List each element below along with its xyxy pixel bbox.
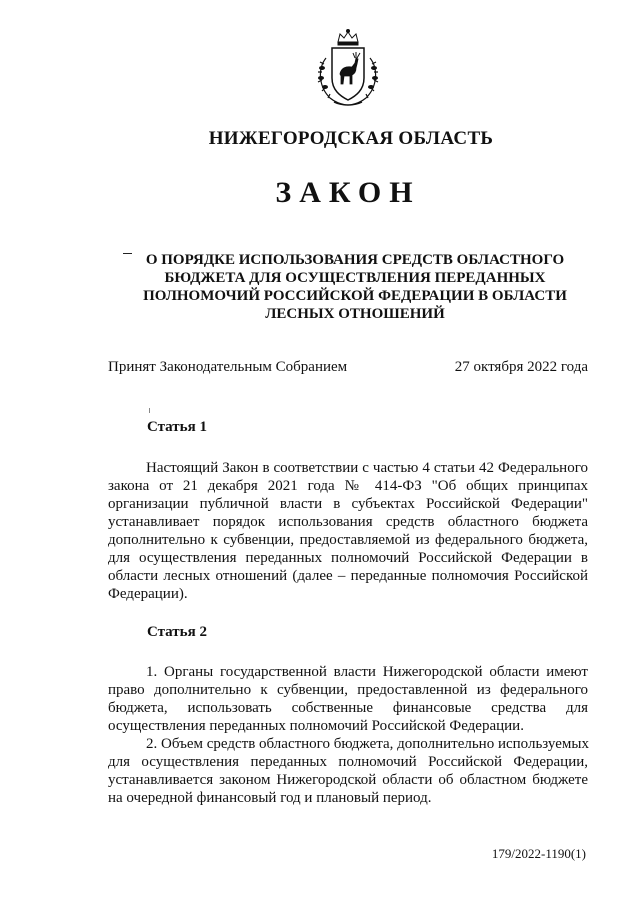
subject-line: БЮДЖЕТА ДЛЯ ОСУЩЕСТВЛЕНИЯ ПЕРЕДАННЫХ — [164, 270, 546, 286]
article-2-part-1 — [108, 663, 588, 735]
adoption-info — [108, 359, 588, 376]
scan-mark — [149, 408, 150, 413]
text-line: организации публичной власти в субъектах Российской Федерации" — [108, 496, 588, 512]
adoption-date: 27 октября 2022 года — [454, 359, 588, 375]
document-type-title: ЗАКОН — [275, 176, 421, 209]
text-line: осуществления переданных полномочий Российской Федерации. — [108, 718, 524, 734]
text-line: Федерации). — [108, 586, 188, 602]
text-line: для осуществления переданных полномочий Российской Федерации в — [108, 550, 588, 566]
text-line: на очередной финансовый год и плановый период. — [108, 790, 432, 806]
subject-line: ПОЛНОМОЧИЙ РОССИЙСКОЙ ФЕДЕРАЦИИ В ОБЛАСТИ — [143, 288, 567, 304]
text-line: устанавливается законом Нижегородской области об областном бюджете — [108, 772, 588, 788]
text-line: 2. Объем средств областного бюджета, дополнительно используемых — [146, 736, 589, 752]
region-title: НИЖЕГОРОДСКАЯ ОБЛАСТЬ — [208, 128, 494, 149]
text-line: право дополнительно к субвенции, предоставленной из федерального — [108, 682, 588, 698]
law-subject — [130, 251, 580, 323]
text-line: для осуществления переданных полномочий Российской Федерации, — [108, 754, 588, 770]
text-line: области лесных отношений (далее – переданные полномочия Российской — [108, 568, 588, 584]
article-2-heading: Статья 2 — [147, 624, 207, 640]
adopted-by: Принят Законодательным Собранием — [108, 359, 348, 375]
text-line: Настоящий Закон в соответствии с частью 4 статьи 42 Федерального — [146, 460, 588, 476]
document-registration-code: 179/2022-1190(1) — [491, 846, 586, 861]
text-line: 1. Органы государственной власти Нижегородской области имеют — [146, 664, 588, 680]
article-1-heading: Статья 1 — [147, 419, 207, 435]
text-line: устанавливает порядок использования средств областного бюджета — [108, 514, 588, 530]
coat-of-arms-icon — [310, 28, 386, 108]
subject-line: О ПОРЯДКЕ ИСПОЛЬЗОВАНИЯ СРЕДСТВ ОБЛАСТНОГО — [145, 252, 565, 268]
article-2-part-2 — [108, 735, 588, 807]
article-1-text — [108, 459, 588, 603]
text-line: закона от 21 декабря 2021 года № 414-ФЗ "Об общих принципах — [108, 478, 588, 494]
text-line: дополнительно к субвенции, предоставляемой из федерального бюджета, — [108, 532, 588, 548]
text-line: бюджета, использовать собственные финансовые средства для — [108, 700, 588, 716]
subject-line: ЛЕСНЫХ ОТНОШЕНИЙ — [265, 306, 445, 322]
